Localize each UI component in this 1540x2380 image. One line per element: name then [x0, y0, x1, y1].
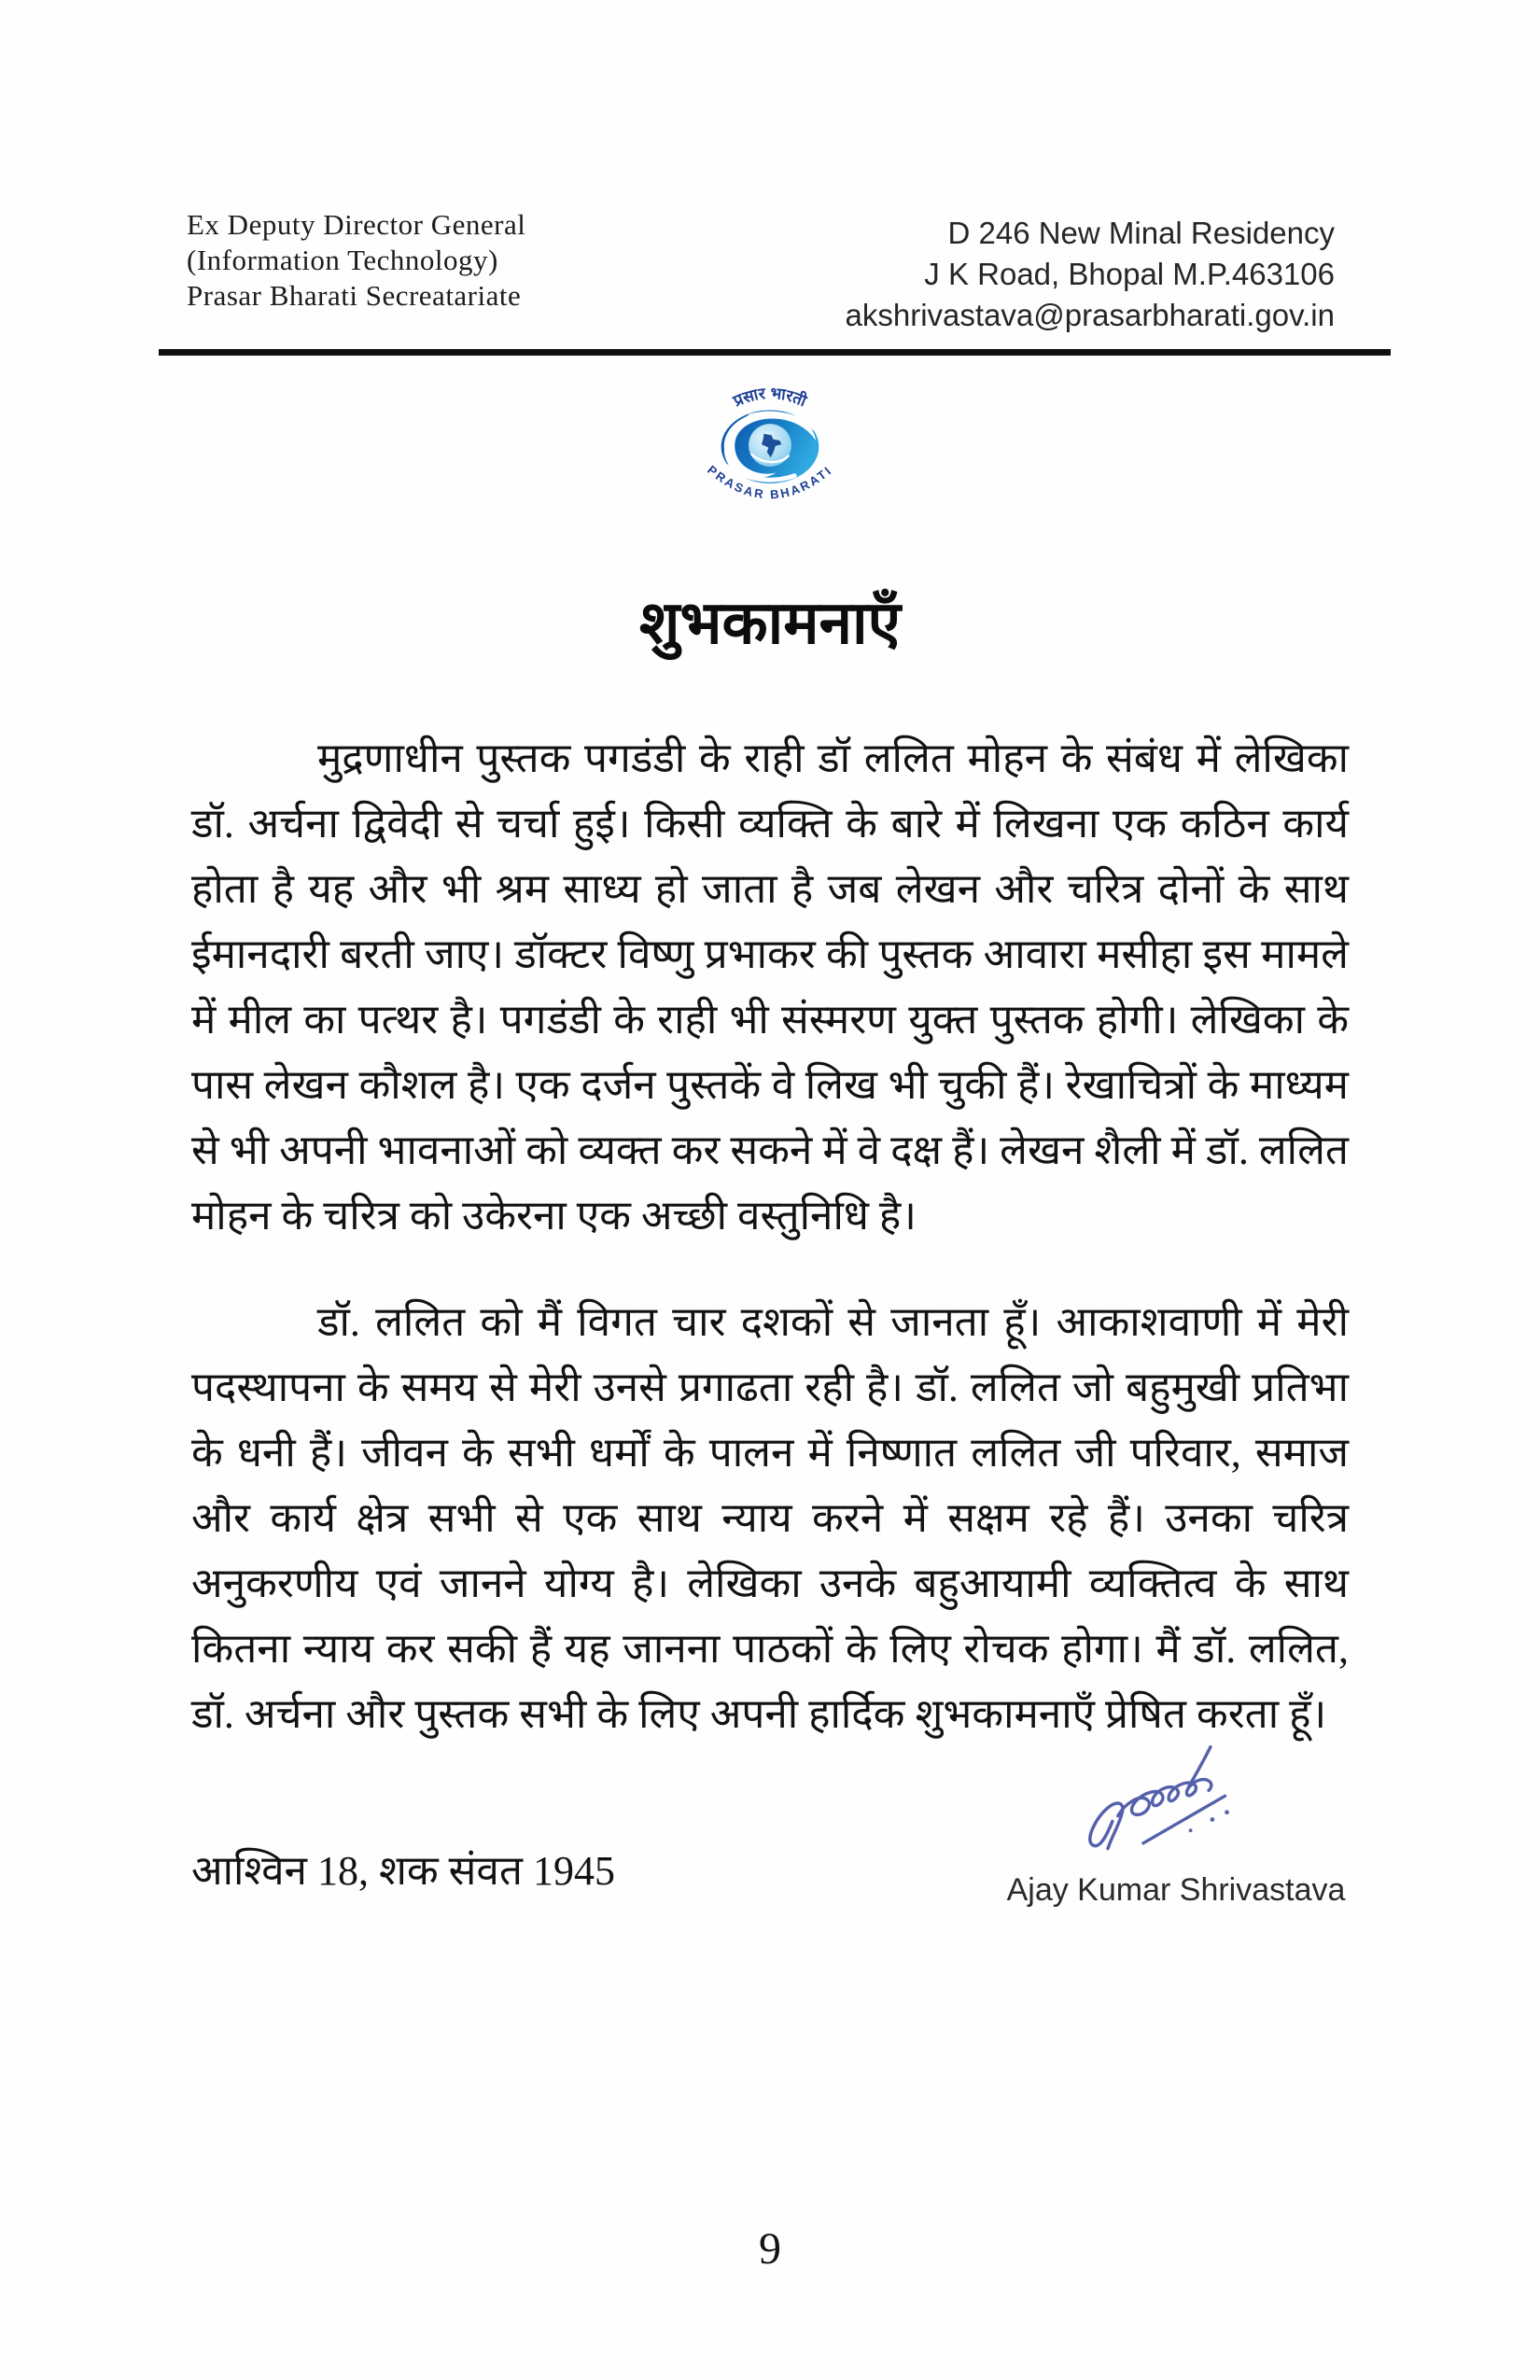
prasar-bharati-logo-icon	[686, 366, 854, 525]
sender-designation-block	[187, 207, 525, 314]
designation-line-3: Prasar Bharati Secreatariate	[187, 279, 522, 312]
paragraph-1: मुद्रणाधीन पुस्तक पगडंडी के राही डॉ ललित मोहन के संबंध में लेखिका डॉ. अर्चना द्विवेदी से चर्चा हुई। किसी व्यक्ति के बारे में लिखना एक कठिन कार्य होता है यह और भी श्रम साध्य हो जाता है जब लेखन और चरित्र दोनों के साथ ईमानदारी बरती जाए। डॉक्टर विष्णु प्रभाकर की पुस्तक आवारा मसीहा इस मामले में मील का पत्थर है। पगडंडी के राही भी संस्मरण युक्त पुस्तक होगी। लेखिका के पास लेखन कौशल है। एक दर्जन पुस्तकें वे लिख भी चुकी हैं। रेखाचित्रों के माध्यम से भी अपनी भावनाओं को व्यक्त कर सकने में वे दक्ष हैं। लेखन शैली में डॉ. ललित मोहन के चरित्र को उकेरना एक अच्छी वस्तुनिधि है।	[191, 735, 1349, 1239]
logo-eye	[721, 410, 819, 483]
designation-line-2: (Information Technology)	[187, 244, 498, 276]
page-number: 9	[759, 2224, 781, 2274]
signature-block	[999, 1734, 1353, 1909]
date-line: आश्विन 18, शक संवत 1945	[191, 1848, 615, 1894]
designation-line-1: Ex Deputy Director General	[187, 208, 526, 241]
address-line-2: J K Road, Bhopal M.P.463106	[924, 257, 1335, 291]
signature-image	[1064, 1734, 1288, 1870]
paragraph-2: डॉ. ललित को मैं विगत चार दशकों से जानता हूँ। आकाशवाणी में मेरी पदस्थापना के समय से मेरी उनसे प्रगाढता रही है। डॉ. ललित जो बहुमुखी प्रतिभा के धनी हैं। जीवन के सभी धर्मों के पालन में निष्णात ललित जी परिवार, समाज और कार्य क्षेत्र सभी से एक साथ न्याय करने में सक्षम रहे हैं। उनका चरित्र अनुकरणीय एवं जानने योग्य है। लेखिका उनके बहुआयामी व्यक्तित्व के साथ कितना न्याय कर सकी हैं यह जानना पाठकों के लिए रोचक होगा। मैं डॉ. ललित, डॉ. अर्चना और पुस्तक सभी के लिए अपनी हार्दिक शुभकामनाएँ प्रेषित करता हूँ।	[191, 1299, 1349, 1737]
address-line-1: D 246 New Minal Residency	[947, 216, 1335, 250]
logo-top-text: प्रसार भारती	[730, 384, 809, 411]
sender-address-block	[846, 213, 1335, 336]
sender-email: akshrivastava@prasarbharati.gov.in	[845, 298, 1335, 332]
signatory-name: Ajay Kumar Shrivastava	[1006, 1872, 1346, 1908]
header-divider-rule	[159, 349, 1391, 356]
logo-bottom-text: PRASAR BHARATI	[705, 462, 835, 502]
prasar-bharati-logo	[686, 366, 854, 525]
letter-title: शुभकामनाएँ	[639, 590, 901, 656]
letter-body	[191, 726, 1349, 1747]
